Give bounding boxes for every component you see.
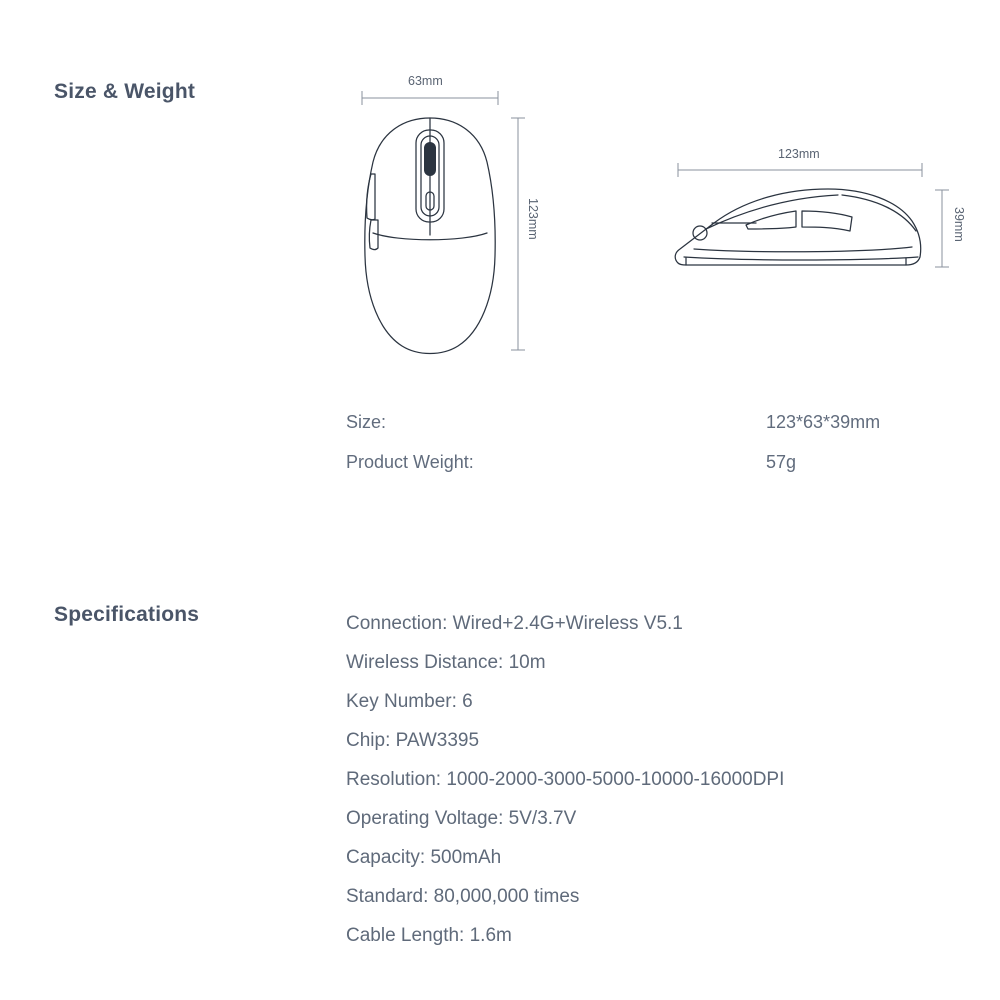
specifications-heading: Specifications (54, 603, 200, 626)
spec-item-resolution: Resolution: 1000-2000-3000-5000-10000-16000DPI (346, 769, 785, 790)
size-label: Size: (346, 412, 387, 432)
product-weight-value: 57g (766, 452, 797, 472)
spec-item-chip: Chip: PAW3395 (346, 730, 480, 751)
mouse-side-view-diagram (660, 145, 970, 290)
spec-item-cable-length: Cable Length: 1.6m (346, 925, 512, 946)
top-view-width-label: 63mm (408, 74, 443, 88)
side-view-width-label: 123mm (778, 147, 820, 161)
mouse-top-view-diagram (340, 70, 560, 370)
size-weight-heading: Size & Weight (54, 80, 196, 103)
spec-item-capacity: Capacity: 500mAh (346, 847, 502, 868)
top-view-height-label: 123mm (526, 198, 540, 240)
size-value: 123*63*39mm (766, 412, 881, 432)
spec-item-operating-voltage: Operating Voltage: 5V/3.7V (346, 808, 577, 829)
product-weight-label: Product Weight: (346, 452, 474, 472)
spec-item-connection: Connection: Wired+2.4G+Wireless V5.1 (346, 613, 683, 634)
spec-item-wireless-distance: Wireless Distance: 10m (346, 652, 546, 673)
side-view-height-label: 39mm (952, 207, 966, 242)
mouse-side-view-drawing (660, 145, 970, 290)
specifications-list (346, 604, 986, 955)
spec-item-standard: Standard: 80,000,000 times (346, 886, 580, 907)
spec-item-key-number: Key Number: 6 (346, 691, 473, 712)
